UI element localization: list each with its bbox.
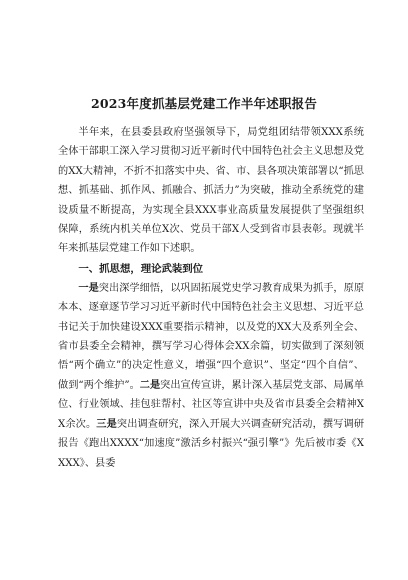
point-lead: 一是 — [78, 281, 99, 294]
document-body — [58, 123, 364, 473]
section-paragraph — [58, 279, 364, 473]
document-title: 2023年度抓基层党建工作半年述职报告 — [90, 96, 318, 111]
point-lead: 二是 — [139, 378, 161, 391]
point-text: 突出深学细悟，以巩固拓展党史学习教育成果为抓手，原原本本、逐章逐节学习习近平新时代中国特色社会主义思想、习近平总书记关于加快建设XXX重要指示精神，以及党的XX大及系列全会、省市县委全会精神，撰写学习心得体会XX余篇，切实做到了深刻领悟“两个确立”的决定性意义，增强“四个意识”、坚定“四个自信”、做到“两个维护”。 — [58, 282, 365, 391]
point-text: 突出调查研究，深入开展大兴调查研究活动，撰写调研报告《跑出XXXX“加速度”激活乡村振兴“强引擎”》先后被市委《XXXX》、县委 — [58, 418, 365, 469]
point-lead: 三是 — [96, 417, 117, 430]
intro-paragraph: 半年来，在县委县政府坚强领导下，局党组团结带领XXX系统全体干部职工深入学习贯彻习近平新时代中国特色社会主义思想及党的XX大精神，不折不扣落实中央、省、市、县各项决策部署以“抓思想、抓基础、抓作风、抓融合、抓活力”为突破，推动全系统党的建设质量不断提高，为实现全县XXX事业高质量发展提供了坚强组织保障，系统内机关单位X次、党员干部X人受到省市县表彰。现就半年来抓基层党建工作如下述职。 — [58, 127, 364, 255]
point-text: 突出宣传宣讲，累计深入基层党支部、局属单位、行业领域、挂包驻帮村、社区等宣讲中央及省市县委全会精神XX余次。 — [58, 379, 365, 430]
section-heading: 一、抓思想，理论武装到位 — [78, 262, 204, 275]
